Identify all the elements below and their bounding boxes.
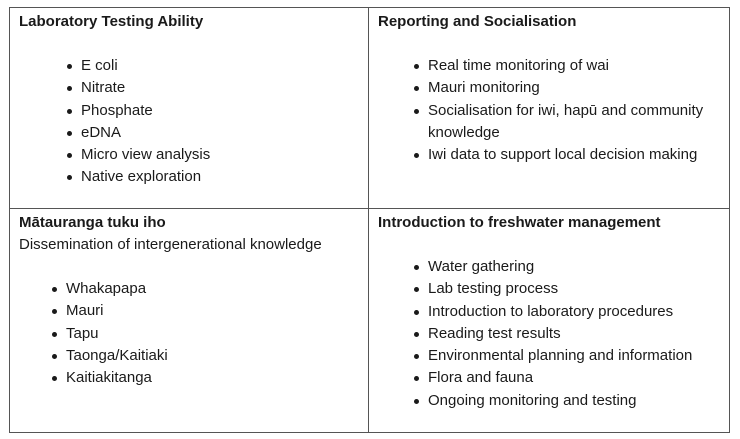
list-item: Ongoing monitoring and testing [428,390,720,412]
cell-reporting-socialisation [369,8,730,209]
table-row [10,209,730,433]
cell-title: Mātauranga tuku iho [19,214,166,231]
table-row [10,8,730,209]
list-item: Tapu [66,323,359,345]
list-item: Native exploration [81,166,359,188]
list-item: Real time monitoring of wai [428,55,720,77]
bullet-list [378,55,720,166]
cell-title: Introduction to freshwater management [378,214,661,231]
list-item: Lab testing process [428,278,720,300]
list-item: Nitrate [81,77,359,99]
list-item: Micro view analysis [81,144,359,166]
list-item: Whakapapa [66,278,359,300]
bullet-list [378,256,720,412]
list-item: Kaitiakitanga [66,367,359,389]
bullet-list [19,55,359,189]
cell-title: Laboratory Testing Ability [19,13,204,30]
cell-freshwater-management [369,209,730,433]
list-item: Environmental planning and information [428,345,720,367]
list-item: Taonga/Kaitiaki [66,345,359,367]
list-item: Mauri [66,300,359,322]
list-item: eDNA [81,122,359,144]
cell-matauranga-tuku-iho [10,209,369,433]
list-item: Socialisation for iwi, hapū and community knowledge [428,100,720,145]
list-item: Water gathering [428,256,720,278]
list-item: Phosphate [81,100,359,122]
info-grid-table [9,7,730,433]
bullet-list [19,278,359,389]
cell-title: Reporting and Socialisation [378,13,577,30]
list-item: E coli [81,55,359,77]
list-item: Iwi data to support local decision making [428,144,720,166]
cell-laboratory-testing [10,8,369,209]
list-item: Flora and fauna [428,367,720,389]
list-item: Reading test results [428,323,720,345]
list-item: Mauri monitoring [428,77,720,99]
cell-subtitle: Dissemination of intergenerational knowledge [19,236,322,253]
list-item: Introduction to laboratory procedures [428,301,720,323]
